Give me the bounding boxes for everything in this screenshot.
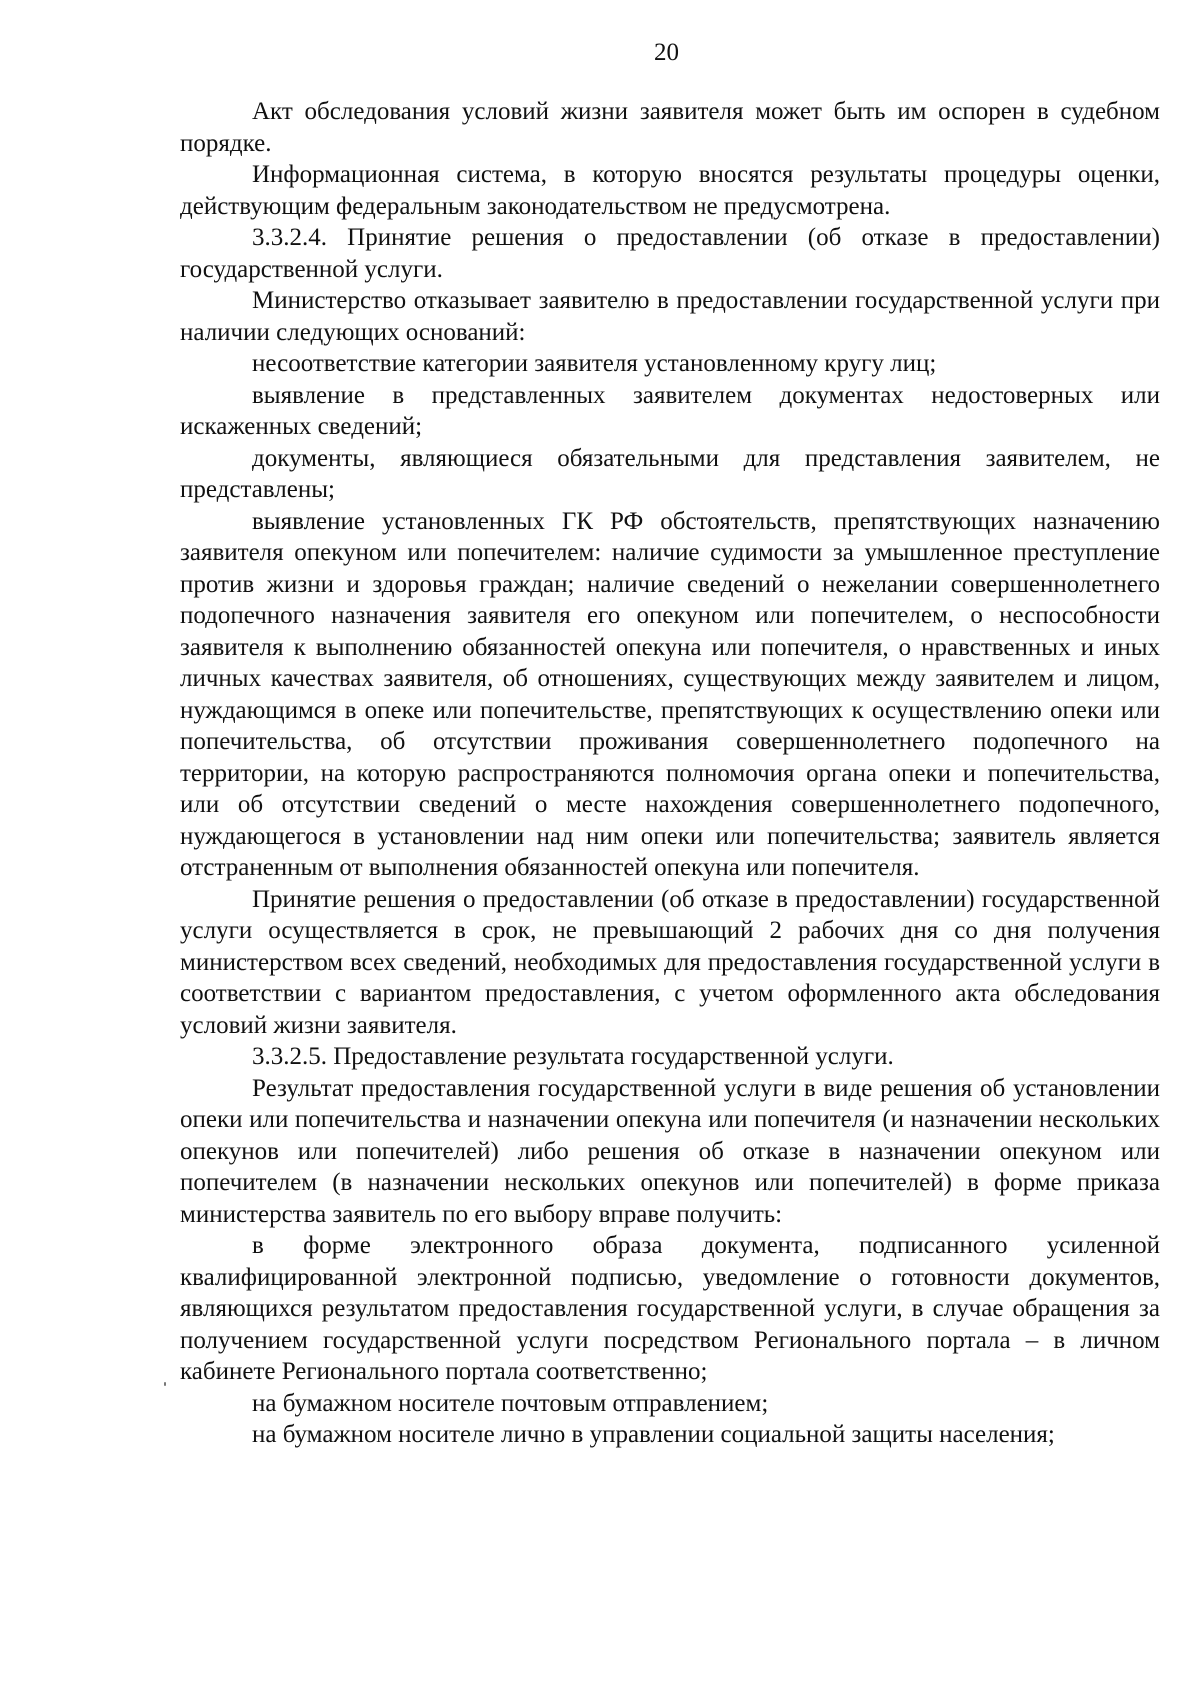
paragraph-result-forms: Результат предоставления государственной услуги в виде решения об установлении опеки или попечительства и назначении опекуна или попечителя (и назначении нескольких опекунов или попечителей) либо решения об отказе в назначении опекуном или попечителем (в назначении нескольких опекунов или попечителей) в форме приказа министерства заявитель по его выбору вправе получить: [180, 1074, 1160, 1228]
page-number: 20 [654, 39, 679, 66]
list-item-in-person: на бумажном носителе лично в управлении социальной защиты населения; [252, 1421, 1055, 1448]
list-item-missing-documents: документы, являющиеся обязательными для представления заявителем, не представлены; [180, 444, 1160, 503]
list-item-electronic-form: в форме электронного образа документа, подписанного усиленной квалифицированной электронной подписью, уведомление о готовности документов, являющихся результатом предоставления государственной услуги, в случае обращения за получением государственной услуги посредством Регионального портала – в личном кабинете Регионального портала соответственно; [180, 1232, 1160, 1385]
document-body [180, 96, 1160, 1451]
scan-mark [164, 1382, 166, 1386]
list-item-circumstances: выявление установленных ГК РФ обстоятельств, препятствующих назначению заявителя опекуном или попечителем: наличие судимости за умышленное преступление против жизни и здоровья граждан; наличие сведений о нежелании совершеннолетнего подопечного назначения заявителя его опекуном или попечителем, о неспособности заявителя к выполнению обязанностей опекуна или попечителя, о нравственных и иных личных качествах заявителя, об отношениях, существующих между заявителем и лицом, нуждающимся в опеке или попечительстве, препятствующих к осуществлению опеки или попечительства, об отсутствии проживания совершеннолетнего подопечного на территории, на которую распространяются полномочия органа опеки и попечительства, или об отсутствии сведений о месте нахождения совершеннолетнего подопечного, нуждающегося в установлении над ним опеки или попечительства; заявитель является отстраненным от выполнения обязанностей опекуна или попечителя. [180, 507, 1160, 881]
paragraph-decision-deadline: Принятие решения о предоставлении (об отказе в предоставлении) государственной услуги осуществляется в срок, не превышающий 2 рабочих дня со дня получения министерством всех сведений, необходимых для предоставления государственной услуги в соответствии с вариантом предоставления, с учетом оформленного акта обследования условий жизни заявителя. [180, 885, 1160, 1039]
list-item-false-information: выявление в представленных заявителем документах недостоверных или искаженных сведений; [180, 381, 1160, 440]
section-heading-3-3-2-5: 3.3.2.5. Предоставление результата государственной услуги. [252, 1043, 894, 1070]
paragraph-act-appeal: Акт обследования условий жизни заявителя может быть им оспорен в судебном порядке. [180, 98, 1160, 157]
section-heading-3-3-2-4: 3.3.2.4. Принятие решения о предоставлении (об отказе в предоставлении) государственной услуги. [180, 224, 1160, 283]
list-item-category-mismatch: несоответствие категории заявителя установленному кругу лиц; [252, 350, 937, 377]
paragraph-information-system: Информационная система, в которую вносятся результаты процедуры оценки, действующим федеральным законодательством не предусмотрена. [180, 161, 1160, 220]
paragraph-refusal-grounds-intro: Министерство отказывает заявителю в предоставлении государственной услуги при наличии следующих оснований: [180, 287, 1160, 346]
list-item-postal-delivery: на бумажном носителе почтовым отправлением; [252, 1389, 769, 1417]
